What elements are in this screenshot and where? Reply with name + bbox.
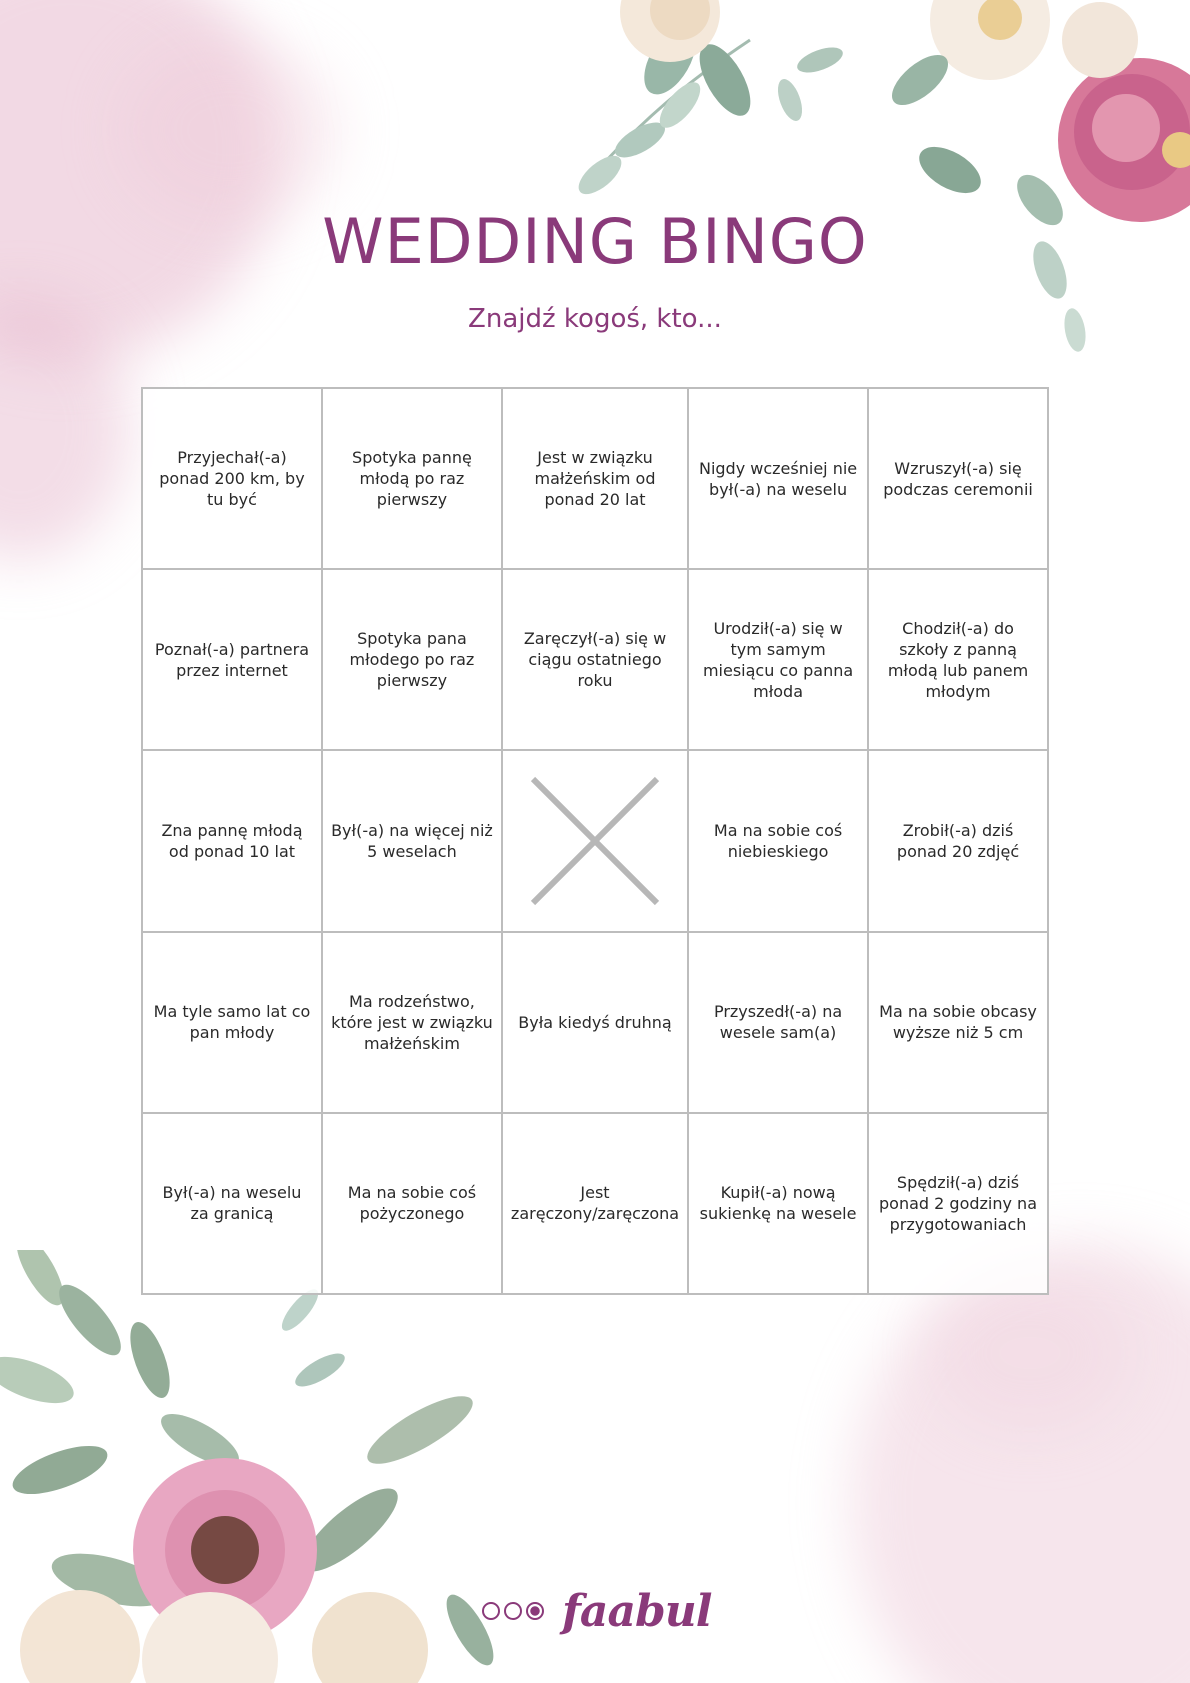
- watercolor-wash: [120, 40, 340, 220]
- bingo-cell[interactable]: Poznał(-a) partnera przez internet: [143, 570, 323, 751]
- bingo-cell[interactable]: Spotyka pannę młodą po raz pierwszy: [323, 389, 503, 570]
- bingo-cell[interactable]: Przyszedł(-a) na wesele sam(a): [689, 933, 869, 1114]
- bingo-cell[interactable]: Przyjechał(-a) ponad 200 km, by tu być: [143, 389, 323, 570]
- bingo-cell[interactable]: Była kiedyś druhną: [503, 933, 689, 1114]
- free-cell[interactable]: [503, 751, 689, 932]
- bingo-cell[interactable]: Był(-a) na więcej niż 5 weselach: [323, 751, 503, 932]
- page-title: WEDDING BINGO: [322, 205, 868, 278]
- bingo-cell[interactable]: Ma na sobie obcasy wyższe niż 5 cm: [869, 933, 1049, 1114]
- floral-bottom-left-decoration: [0, 1250, 560, 1683]
- page-subtitle: Znajdź kogoś, kto...: [468, 304, 722, 334]
- bingo-cell[interactable]: Był(-a) na weselu za granicą: [143, 1114, 323, 1295]
- bingo-cell[interactable]: Ma na sobie coś niebieskiego: [689, 751, 869, 932]
- bingo-cell[interactable]: Ma rodzeństwo, które jest w związku małżeńskim: [323, 933, 503, 1114]
- three-circles-icon: [526, 1602, 544, 1620]
- three-circles-icon: [482, 1602, 500, 1620]
- bingo-cell[interactable]: Jest w związku małżeńskim od ponad 20 lat: [503, 389, 689, 570]
- bingo-cell[interactable]: Nigdy wcześniej nie był(-a) na weselu: [689, 389, 869, 570]
- x-mark-icon: [529, 775, 661, 907]
- bingo-cell[interactable]: Zaręczył(-a) się w ciągu ostatniego roku: [503, 570, 689, 751]
- bingo-cell[interactable]: Ma na sobie coś pożyczonego: [323, 1114, 503, 1295]
- three-circles-icon: [504, 1602, 522, 1620]
- bingo-cell[interactable]: Chodził(-a) do szkoły z panną młodą lub panem młodym: [869, 570, 1049, 751]
- watercolor-wash: [930, 1273, 1130, 1433]
- bingo-cell[interactable]: Spotyka pana młodego po raz pierwszy: [323, 570, 503, 751]
- bingo-cell[interactable]: Jest zaręczony/zaręczona: [503, 1114, 689, 1295]
- brand-logo: [482, 1586, 711, 1636]
- bingo-cell[interactable]: Wzruszył(-a) się podczas ceremonii: [869, 389, 1049, 570]
- bingo-cell[interactable]: Ma tyle samo lat co pan młody: [143, 933, 323, 1114]
- bingo-cell[interactable]: Zrobił(-a) dziś ponad 20 zdjęć: [869, 751, 1049, 932]
- brand-wordmark: faabul: [562, 1585, 712, 1637]
- bingo-cell[interactable]: Zna pannę młodą od ponad 10 lat: [143, 751, 323, 932]
- bingo-cell[interactable]: Spędził(-a) dziś ponad 2 godziny na przygotowaniach: [869, 1114, 1049, 1295]
- bingo-cell[interactable]: Kupił(-a) nową sukienkę na wesele: [689, 1114, 869, 1295]
- bingo-board: [141, 387, 1049, 1295]
- bingo-cell[interactable]: Urodził(-a) się w tym samym miesiącu co panna młoda: [689, 570, 869, 751]
